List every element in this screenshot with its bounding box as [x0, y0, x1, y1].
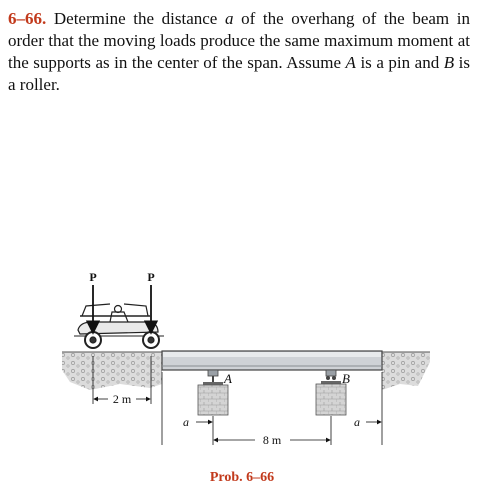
overhang-left-label: a — [183, 415, 189, 429]
var-a: a — [224, 9, 234, 28]
span-label: 8 m — [262, 433, 282, 447]
var-A: A — [345, 53, 356, 72]
support-b-label: B — [342, 371, 350, 386]
support-a-label: A — [224, 371, 232, 386]
problem-text-2: of the overhang of the beam in order that the moving loads produce the same maximum moment at the supports as in the center of the span. Assume — [8, 9, 470, 72]
problem-text-1: Determine the distance — [53, 9, 225, 28]
problem-text-3: is a pin and — [355, 53, 444, 72]
load-label-2: P — [147, 270, 155, 284]
spacing-label: 2 m — [112, 392, 132, 406]
ground-right — [382, 352, 430, 390]
problem-number: 6–66. — [8, 9, 47, 28]
load-label-1: P — [89, 270, 97, 284]
overhang-right-label: a — [354, 415, 360, 429]
problem-text-4: is a roller. — [8, 53, 470, 94]
ground-left — [62, 352, 162, 390]
var-B: B — [443, 53, 455, 72]
figure-caption: Prob. 6–66 — [209, 470, 275, 485]
